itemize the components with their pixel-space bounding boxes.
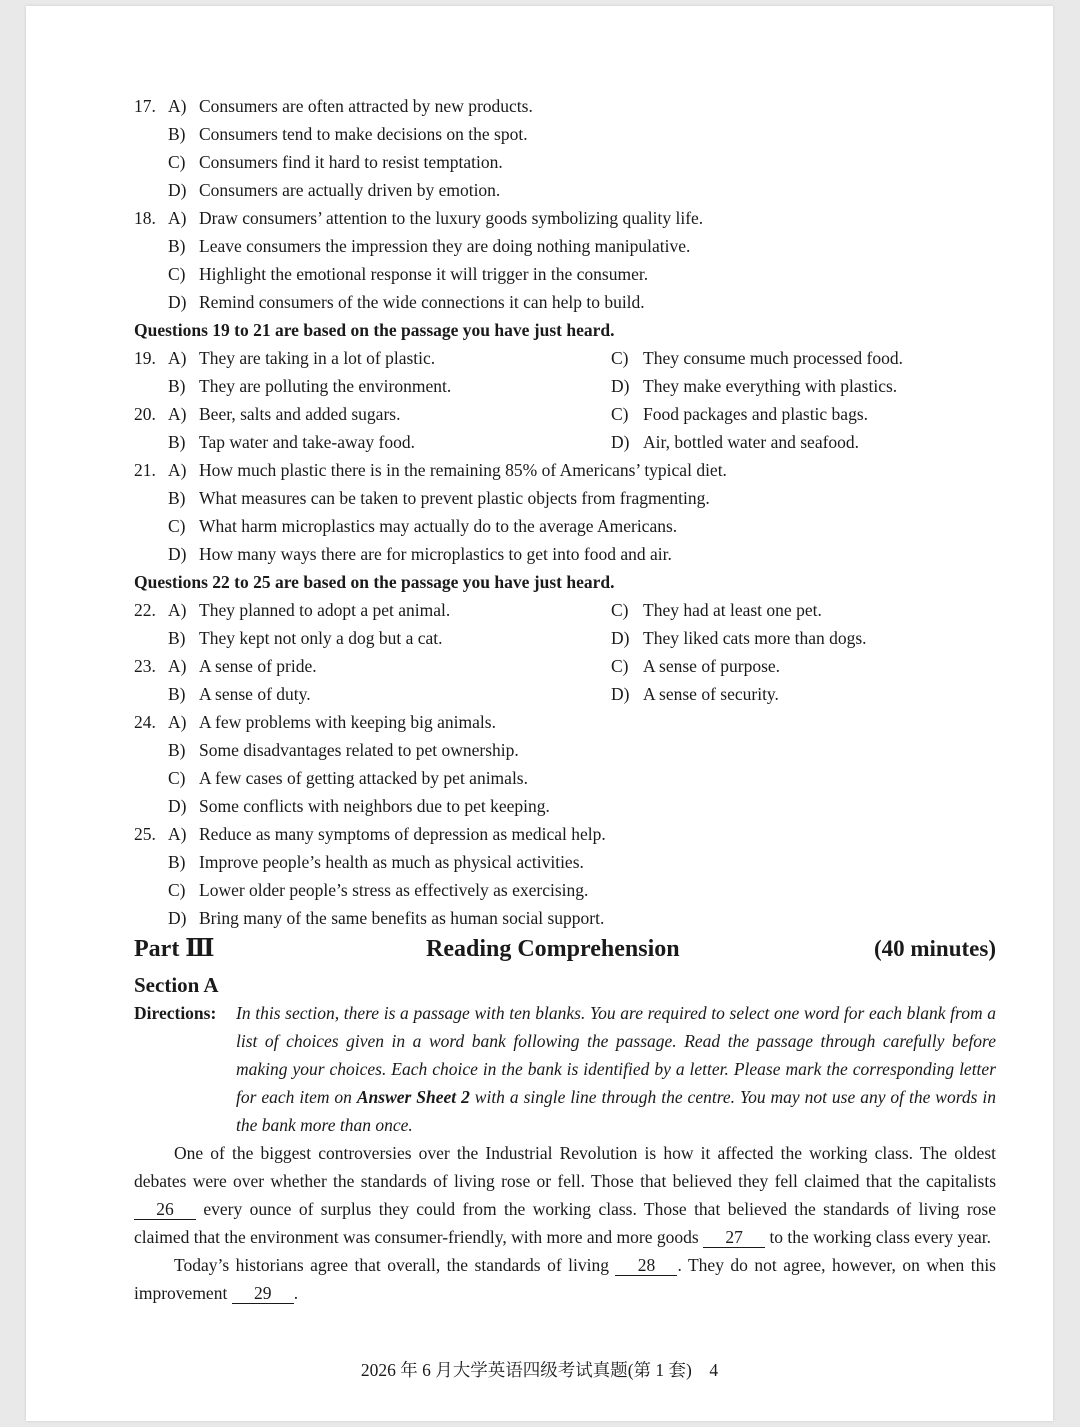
option-b: They are polluting the environment. bbox=[199, 376, 452, 396]
question-21: 21. A) How much plastic there is in the remaining 85% of Americans’ typical diet. B) What measures can be taken to prevent plastic objects from fragmenting. C) What harm microplastics may actually do to the average Americans. D) How many ways there are for microplastics to get into food and air. bbox=[134, 456, 996, 568]
option-a: Beer, salts and added sugars. bbox=[199, 404, 401, 424]
option-d: Air, bottled water and seafood. bbox=[643, 432, 860, 452]
question-19: 19. A) They are taking in a lot of plastic. C) They consume much processed food. B) They are polluting the environment. D) They make everything with plastics. bbox=[134, 344, 996, 400]
blank-29: 29 bbox=[232, 1283, 294, 1304]
directions-label: Directions: bbox=[134, 1003, 217, 1023]
option-d: Bring many of the same benefits as human social support. bbox=[199, 908, 605, 928]
question-number: 18. bbox=[134, 208, 156, 228]
question-number: 17. bbox=[134, 96, 156, 116]
option-b: Improve people’s health as much as physical activities. bbox=[199, 852, 584, 872]
option-b: Some disadvantages related to pet ownership. bbox=[199, 740, 519, 760]
option-b: Consumers tend to make decisions on the spot. bbox=[199, 124, 528, 144]
part-title: Reading Comprehension bbox=[426, 936, 680, 962]
part-label: Part Ⅲ bbox=[134, 936, 215, 962]
question-number: 21. bbox=[134, 460, 156, 480]
option-d: Remind consumers of the wide connections it can help to build. bbox=[199, 292, 645, 312]
option-d: They liked cats more than dogs. bbox=[643, 628, 867, 648]
question-23: 23. A) A sense of pride. C) A sense of purpose. B) A sense of duty. D) A sense of security. bbox=[134, 652, 996, 708]
option-a: Consumers are often attracted by new products. bbox=[199, 96, 533, 116]
question-number: 25. bbox=[134, 824, 156, 844]
option-b: Leave consumers the impression they are doing nothing manipulative. bbox=[199, 236, 691, 256]
passage-paragraph-1: One of the biggest controversies over the Industrial Revolution is how it affected the working class. The oldest debates were over whether the standards of living rose or fell. Those that believed they fell claimed that the capitalists 26 every ounce of surplus they could from the working class. Those that believed the standards of living rose claimed that the environment was consumer-friendly, with more and more goods 27 to the working class every year. bbox=[134, 1143, 996, 1247]
question-20: 20. A) Beer, salts and added sugars. C) Food packages and plastic bags. B) Tap water and take-away food. D) Air, bottled water and seafood. bbox=[134, 400, 996, 456]
part-header bbox=[134, 935, 996, 969]
option-c: Highlight the emotional response it will trigger in the consumer. bbox=[199, 264, 649, 284]
option-c: Lower older people’s stress as effectively as exercising. bbox=[199, 880, 589, 900]
option-d: How many ways there are for microplastics to get into food and air. bbox=[199, 544, 672, 564]
question-number: 23. bbox=[134, 656, 156, 676]
option-a: How much plastic there is in the remaining 85% of Americans’ typical diet. bbox=[199, 460, 727, 480]
option-d: A sense of security. bbox=[643, 684, 779, 704]
option-a: A sense of pride. bbox=[199, 656, 317, 676]
question-number: 20. bbox=[134, 404, 156, 424]
option-c: What harm microplastics may actually do to the average Americans. bbox=[199, 516, 678, 536]
option-c: A sense of purpose. bbox=[643, 656, 781, 676]
option-a: Draw consumers’ attention to the luxury goods symbolizing quality life. bbox=[199, 208, 704, 228]
option-d: Some conflicts with neighbors due to pet keeping. bbox=[199, 796, 550, 816]
answer-sheet-ref: Answer Sheet 2 bbox=[356, 1087, 470, 1107]
option-b: A sense of duty. bbox=[199, 684, 311, 704]
option-a: They planned to adopt a pet animal. bbox=[199, 600, 451, 620]
option-c: A few cases of getting attacked by pet animals. bbox=[199, 768, 528, 788]
section-a-heading: Section A bbox=[134, 973, 219, 997]
option-c: Consumers find it hard to resist temptation. bbox=[199, 152, 503, 172]
directions-text-1: In this section, there is a passage with ten blanks. You are required to select one word for each blank from a list of choices given in a word bank following the passage. Read the passage through carefully before making your choices. Each choice in the bank is identified by a letter. Please mark the corresponding letter for each item on bbox=[236, 1003, 996, 1107]
directions bbox=[134, 999, 996, 1139]
question-25: 25. A) Reduce as many symptoms of depression as medical help. B) Improve people’s health as much as physical activities. C) Lower older people’s stress as effectively as exercising. D) Bring many of the same benefits as human social support. bbox=[134, 820, 996, 932]
option-c: Food packages and plastic bags. bbox=[643, 404, 869, 424]
option-a: Reduce as many symptoms of depression as medical help. bbox=[199, 824, 606, 844]
question-number: 19. bbox=[134, 348, 156, 368]
option-a: They are taking in a lot of plastic. bbox=[199, 348, 436, 368]
question-number: 22. bbox=[134, 600, 156, 620]
option-c: They had at least one pet. bbox=[643, 600, 822, 620]
question-17: 17. A) Consumers are often attracted by new products. B) Consumers tend to make decisions on the spot. C) Consumers find it hard to resist temptation. D) Consumers are actually driven by emotion. bbox=[134, 92, 996, 204]
option-a: A few problems with keeping big animals. bbox=[199, 712, 496, 732]
option-c: They consume much processed food. bbox=[643, 348, 903, 368]
option-d: Consumers are actually driven by emotion. bbox=[199, 180, 501, 200]
question-18: 18. A) Draw consumers’ attention to the luxury goods symbolizing quality life. B) Leave consumers the impression they are doing nothing manipulative. C) Highlight the emotional response it will trigger in the consumer. D) Remind consumers of the wide connections it can help to build. bbox=[134, 204, 996, 316]
blank-26: 26 bbox=[134, 1199, 196, 1220]
option-b: What measures can be taken to prevent plastic objects from fragmenting. bbox=[199, 488, 710, 508]
option-d: They make everything with plastics. bbox=[643, 376, 898, 396]
question-22: 22. A) They planned to adopt a pet animal. C) They had at least one pet. B) They kept not only a dog but a cat. D) They liked cats more than dogs. bbox=[134, 596, 996, 652]
page-footer: 2026 年 6 月大学英语四级考试真题(第 1 套) 4 bbox=[360, 1360, 719, 1380]
blank-28: 28 bbox=[615, 1255, 677, 1276]
page-content bbox=[134, 92, 996, 1307]
questions-19-21-heading: Questions 19 to 21 are based on the passage you have just heard. bbox=[134, 320, 615, 340]
passage-paragraph-2: Today’s historians agree that overall, the standards of living 28 . They do not agree, however, on when this improvement 29 . bbox=[134, 1255, 996, 1303]
questions-22-25-heading: Questions 22 to 25 are based on the passage you have just heard. bbox=[134, 572, 615, 592]
option-b: They kept not only a dog but a cat. bbox=[199, 628, 443, 648]
option-b: Tap water and take-away food. bbox=[199, 432, 415, 452]
exam-page bbox=[26, 6, 1053, 1421]
question-number: 24. bbox=[134, 712, 156, 732]
blank-27: 27 bbox=[703, 1227, 765, 1248]
directions-text-2: with a single line through the centre. You may not use any of the words in the bank more than once. bbox=[236, 1087, 996, 1135]
question-24: 24. A) A few problems with keeping big animals. B) Some disadvantages related to pet ownership. C) A few cases of getting attacked by pet animals. D) Some conflicts with neighbors due to pet keeping. bbox=[134, 708, 996, 820]
part-time: (40 minutes) bbox=[873, 936, 996, 961]
